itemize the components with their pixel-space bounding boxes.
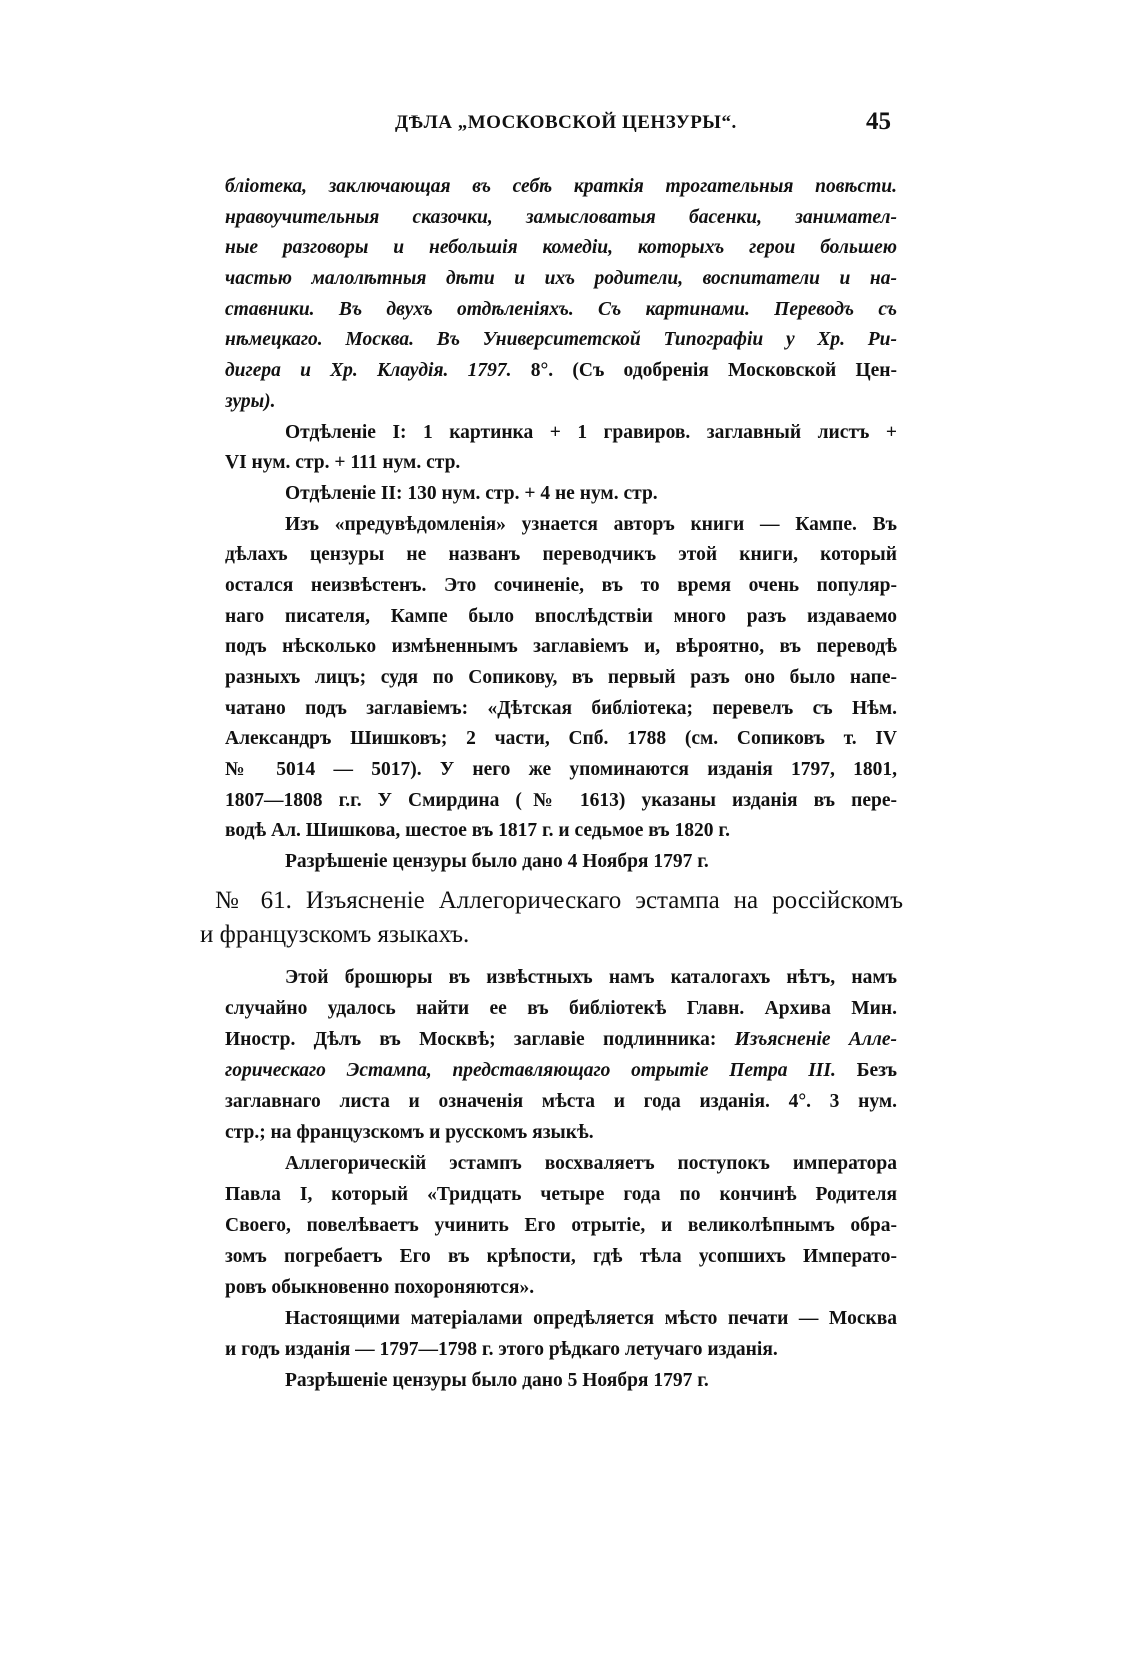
- text-line: бліотека, заключающая въ себѣ краткія трогательныя повѣсти.: [225, 176, 897, 197]
- text-line: нравоучительныя сказочки, замысловатыя басенки, занимател-: [225, 206, 897, 228]
- text-line: ные разговоры и небольшія комедіи, которыхъ герои большею: [225, 237, 897, 259]
- text-line: нѣмецкаго. Москва. Въ Университетской Типографіи у Хр. Ри-: [225, 329, 897, 351]
- paragraph: [225, 479, 897, 510]
- entry-heading-section: [200, 884, 903, 952]
- text-line: Своего, повелѣваетъ учинить Его отрытіе, и великолѣпнымъ обра-: [225, 1215, 897, 1236]
- text-line: Изъ «предувѣдомленія» узнается авторъ книги — Кампе. Въ: [285, 513, 897, 535]
- text-line: зомъ погребаетъ Его въ крѣпости, гдѣ тѣла усопшихъ Императо-: [225, 1246, 897, 1267]
- text-line: Отдѣленіе I: 1 картинка + 1 гравиров. заглавный листъ +: [285, 421, 897, 443]
- text-line: дѣлахъ цензуры не названъ переводчикъ этой книги, который: [225, 544, 897, 566]
- text-line: разныхъ лицъ; судя по Сопикову, въ первый разъ оно было напе-: [225, 667, 897, 688]
- paragraph: [225, 962, 897, 1148]
- text-line: стр.; на французскомъ и русскомъ языкѣ.: [225, 1122, 594, 1143]
- text-line: Отдѣленіе II: 130 нум. стр. + 4 не нум. стр.: [285, 482, 658, 504]
- text-line: № 5014 — 5017). У него же упоминаются изданія 1797, 1801,: [225, 759, 897, 781]
- text-line: Настоящими матеріалами опредѣляется мѣсто печати — Москва: [285, 1308, 897, 1329]
- text-line: Этой брошюры въ извѣстныхъ намъ каталогахъ нѣтъ, намъ: [285, 967, 897, 988]
- text-line: и годъ изданія — 1797—1798 г. этого рѣдкаго летучаго изданія.: [225, 1339, 778, 1360]
- italic-text: Изъясненіе Алле-: [734, 1029, 897, 1050]
- entry-body-section: [225, 962, 897, 1396]
- book-description-section: [225, 172, 897, 878]
- paragraph: [225, 1365, 897, 1396]
- text-line: случайно удалось найти ее въ библіотекѣ Главн. Архива Мин.: [225, 998, 897, 1019]
- text-segment: Безъ: [835, 1060, 897, 1081]
- text-line: [225, 1055, 897, 1086]
- text-line: Александръ Шишковъ; 2 части, Спб. 1788 (см. Сопиковъ т. IV: [225, 728, 897, 750]
- text-line: Разрѣшеніе цензуры было дано 5 Ноября 1797 г.: [285, 1370, 709, 1391]
- text-line: 1807—1808 г.г. У Смирдина (№ 1613) указаны изданія въ пере-: [225, 789, 897, 811]
- text-line: остался неизвѣстенъ. Это сочиненіе, въ то время очень популяр-: [225, 574, 897, 596]
- text-line: заглавнаго листа и означенія мѣста и года изданія. 4°. 3 нум.: [225, 1091, 897, 1112]
- text-line: чатано подъ заглавіемъ: «Дѣтская библіотека; перевелъ съ Нѣм.: [225, 697, 897, 719]
- text-line: водѣ Ал. Шишкова, шестое въ 1817 г. и седьмое въ 1820 г.: [225, 820, 730, 842]
- page-number: 45: [866, 108, 891, 135]
- text-line: и французскомъ языкахъ.: [200, 921, 470, 948]
- text-line: [225, 356, 897, 387]
- text-line: VI нум. стр. + 111 нум. стр.: [225, 452, 461, 474]
- paragraph: [225, 847, 897, 878]
- italic-text: дигера и Хр. Клаудія. 1797.: [225, 360, 531, 382]
- paragraph: [225, 418, 897, 479]
- text-line: ставники. Въ двухъ отдѣленіяхъ. Съ картинами. Переводъ съ: [225, 298, 897, 320]
- text-line: Павла I, который «Тридцать четыре года по кончинѣ Родителя: [225, 1184, 897, 1205]
- text-line: Аллегорическій эстампъ восхваляетъ поступокъ императора: [285, 1153, 897, 1174]
- running-title: ДѢЛА „МОСКОВСКОЙ ЦЕНЗУРЫ“.: [395, 112, 737, 133]
- text-line: Разрѣшеніе цензуры было дано 4 Ноября 1797 г.: [285, 851, 709, 873]
- text-line: частью малолѣтныя дѣти и ихъ родители, воспитатели и на-: [225, 268, 897, 290]
- text-line: № 61. Изъясненіе Аллегорическаго эстампа на россійскомъ: [215, 887, 903, 914]
- entry-heading: [200, 884, 903, 952]
- paragraph: [225, 172, 897, 418]
- italic-text: горическаго Эстампа, представляющаго отрытіе Петра III.: [225, 1060, 836, 1081]
- text-line: зуры).: [225, 390, 276, 412]
- text-segment: 8°. (Съ одобренія Московской Цен-: [530, 360, 897, 382]
- text-line: ровъ обыкновенно похороняются».: [225, 1277, 535, 1298]
- paragraph: [225, 1148, 897, 1303]
- text-line: подъ нѣсколько измѣненнымъ заглавіемъ и, вѣроятно, въ переводѣ: [225, 636, 897, 658]
- text-line: [225, 1024, 897, 1055]
- paragraph: [225, 1303, 897, 1365]
- page-header: [0, 108, 1140, 138]
- paragraph: [225, 510, 897, 848]
- text-segment: Иностр. Дѣлъ въ Москвѣ; заглавіе подлинника:: [225, 1029, 735, 1050]
- text-line: наго писателя, Кампе было впослѣдствіи много разъ издаваемо: [225, 605, 897, 627]
